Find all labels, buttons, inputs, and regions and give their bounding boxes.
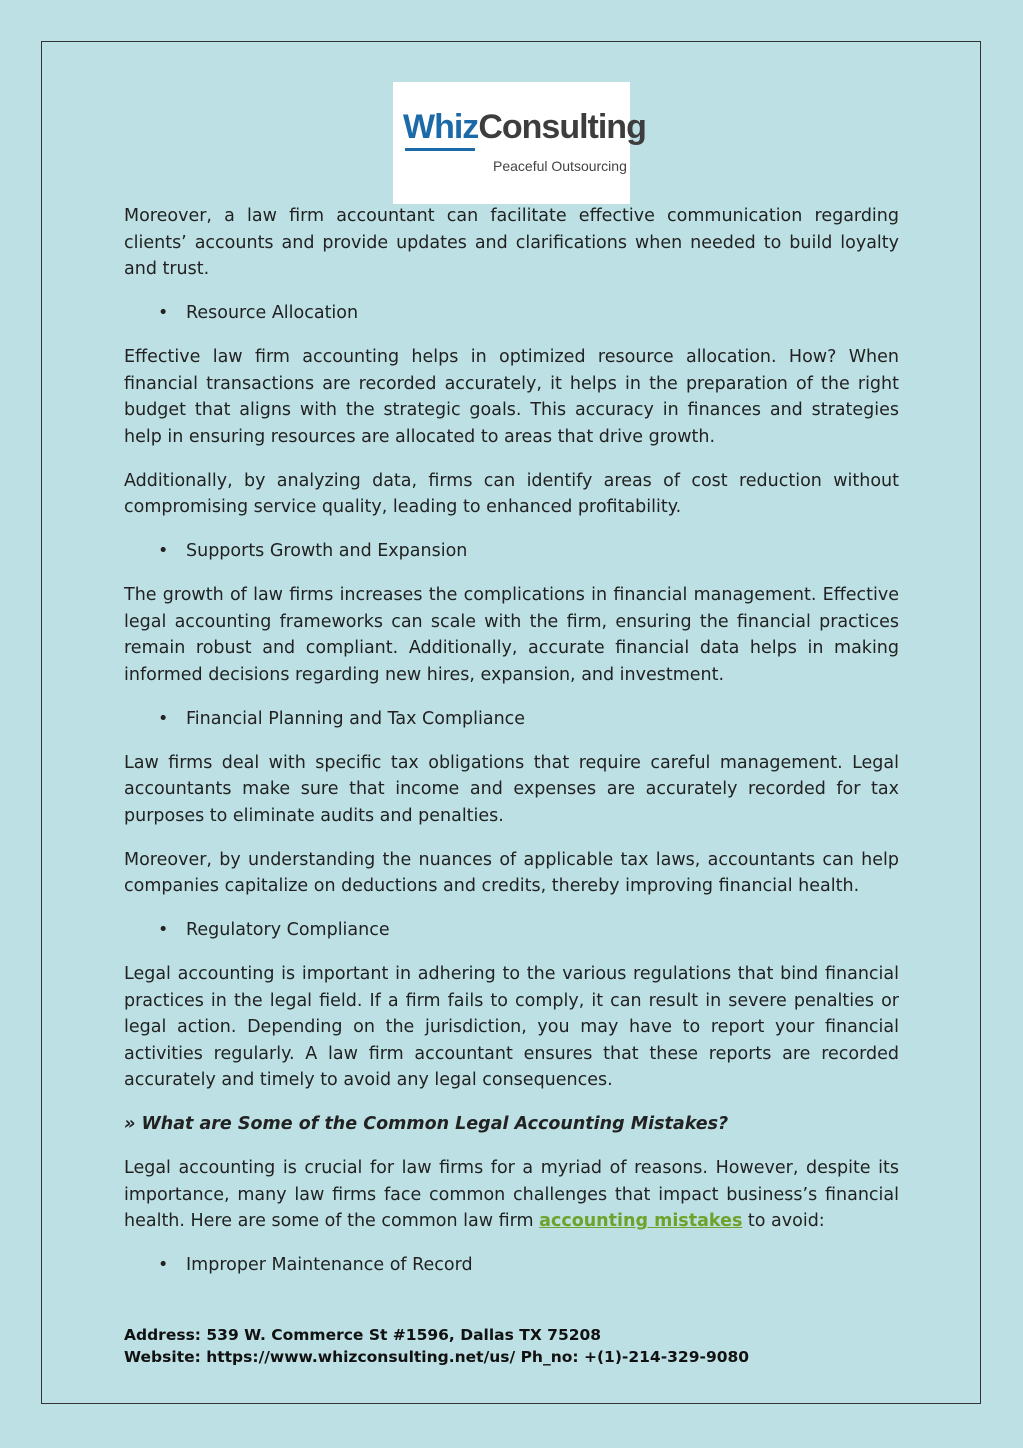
list-item-label: Supports Growth and Expansion bbox=[186, 541, 468, 561]
list-item bbox=[124, 706, 899, 733]
list-item-label: Financial Planning and Tax Compliance bbox=[186, 708, 526, 729]
bullet-glyph: • bbox=[158, 541, 169, 561]
paragraph-text: Legal accounting is crucial for law firms for a myriad of reasons. However, despite its importance, many law firms face common challenges that impact business’s financial health. Here are some of the common law firm bbox=[124, 1158, 899, 1231]
list-item-label: Regulatory Compliance bbox=[186, 920, 390, 940]
bullet-glyph: • bbox=[158, 1255, 169, 1275]
bullet-glyph: • bbox=[158, 708, 169, 729]
paragraph bbox=[124, 1155, 899, 1235]
logo-brand-part2: Consulting bbox=[478, 108, 646, 146]
document-body bbox=[124, 203, 899, 1296]
section-heading: » What are Some of the Common Legal Accounting Mistakes? bbox=[124, 1114, 729, 1134]
logo-wordmark bbox=[403, 110, 646, 144]
paragraph: The growth of law firms increases the complications in financial management. Effective legal accounting frameworks can scale with the firm, ensuring the financial practices remain robust and compliant. Additionally, accurate financial data helps in making informed decisions regarding new hires, expansion, and investment. bbox=[124, 585, 899, 685]
paragraph: Moreover, by understanding the nuances of applicable tax laws, accountants can help companies capitalize on deductions and credits, thereby improving financial health. bbox=[124, 849, 899, 896]
paragraph: Legal accounting is important in adhering to the various regulations that bind financial practices in the legal field. If a firm fails to comply, it can result in severe penalties or legal action. Depending on the jurisdiction, you may have to report your financial activities regularly. A law firm accountant ensures that these reports are recorded accurately and timely to avoid any legal consequences. bbox=[124, 964, 899, 1090]
paragraph: Law firms deal with specific tax obligations that require careful management. Legal accountants make sure that income and expenses are accurately recorded for tax purposes to eliminate audits and penalties. bbox=[124, 752, 899, 826]
footer-website: Website: https://www.whizconsulting.net/us/ Ph_no: +(1)-214-329-9080 bbox=[124, 1348, 750, 1366]
accounting-mistakes-link[interactable]: accounting mistakes bbox=[539, 1211, 743, 1231]
list-item bbox=[124, 917, 899, 944]
paragraph: Effective law firm accounting helps in optimized resource allocation. How? When financial transactions are recorded accurately, it helps in the preparation of the right budget that aligns with the strategic goals. This accuracy in finances and strategies help in ensuring resources are allocated to areas that drive growth. bbox=[124, 347, 899, 447]
list-item bbox=[124, 1252, 899, 1279]
bullet-glyph: • bbox=[158, 920, 169, 940]
whizconsulting-logo bbox=[393, 82, 646, 204]
list-item bbox=[124, 538, 899, 565]
paragraph: Additionally, by analyzing data, firms can identify areas of cost reduction without compromising service quality, leading to enhanced profitability. bbox=[124, 470, 899, 517]
bullet-glyph: • bbox=[158, 303, 169, 323]
logo-tagline: Peaceful Outsourcing bbox=[493, 158, 627, 174]
footer-address: Address: 539 W. Commerce St #1596, Dallas TX 75208 bbox=[124, 1326, 602, 1344]
logo-brand-part1: Whiz bbox=[403, 108, 479, 146]
list-item-label: Improper Maintenance of Record bbox=[186, 1255, 473, 1275]
paragraph-text: to avoid: bbox=[742, 1211, 825, 1231]
logo-underline bbox=[405, 148, 475, 151]
list-item-label: Resource Allocation bbox=[186, 303, 359, 323]
paragraph: Moreover, a law firm accountant can facilitate effective communication regarding clients’ accounts and provide updates and clarifications when needed to build loyalty and trust. bbox=[124, 206, 899, 279]
list-item bbox=[124, 300, 899, 327]
footer bbox=[124, 1324, 749, 1368]
